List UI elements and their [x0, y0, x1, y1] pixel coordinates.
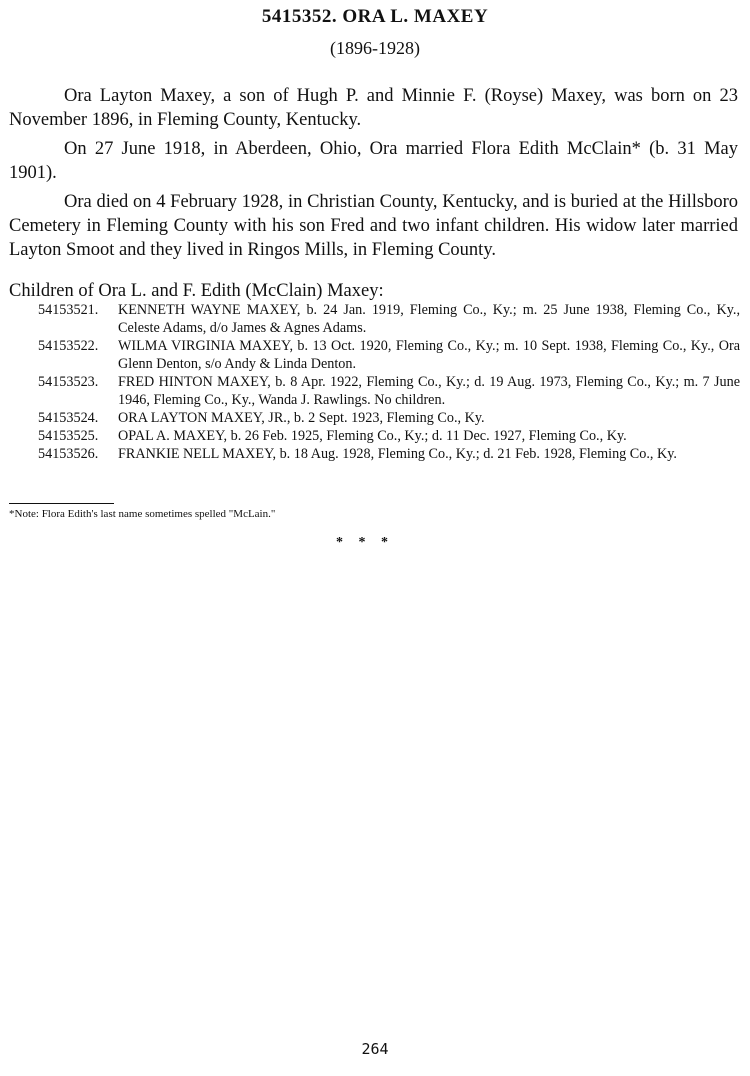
child-entry: KENNETH WAYNE MAXEY, b. 24 Jan. 1919, Fleming Co., Ky.; m. 25 June 1938, Fleming Co., Ky., Celeste Adams, d/o James & Agnes Adams. [118, 302, 740, 336]
list-item [38, 301, 740, 337]
child-entry: ORA LAYTON MAXEY, JR., b. 2 Sept. 1923, Fleming Co., Ky. [118, 410, 485, 426]
paragraph-marriage: On 27 June 1918, in Aberdeen, Ohio, Ora married Flora Edith McClain* (b. 31 May 1901). [9, 139, 738, 183]
paragraph-death: Ora died on 4 February 1928, in Christian County, Kentucky, and is buried at the Hillsboro Cemetery in Fleming County with his son Fred and two infant children. His widow later married Layton Smoot and they lived in Ringos Mills, in Fleming County. [9, 192, 738, 260]
paragraph-birth: Ora Layton Maxey, a son of Hugh P. and Minnie F. (Royse) Maxey, was born on 23 November 1896, in Fleming County, Kentucky. [9, 86, 738, 130]
child-entry: OPAL A. MAXEY, b. 26 Feb. 1925, Fleming Co., Ky.; d. 11 Dec. 1927, Fleming Co., Ky. [118, 428, 627, 444]
list-item [38, 427, 740, 445]
list-item [38, 409, 740, 427]
life-dates: (1896-1928) [330, 38, 420, 58]
footnote-divider [9, 503, 114, 504]
footnote: *Note: Flora Edith's last name sometimes spelled "McLain." [9, 508, 276, 520]
page-number: 264 [361, 1040, 389, 1058]
child-entry: FRANKIE NELL MAXEY, b. 18 Aug. 1928, Fleming Co., Ky.; d. 21 Feb. 1928, Fleming Co., Ky. [118, 446, 677, 462]
child-number: 54153525. [38, 428, 99, 444]
list-item [38, 337, 740, 373]
child-entry: WILMA VIRGINIA MAXEY, b. 13 Oct. 1920, Fleming Co., Ky.; m. 10 Sept. 1938, Fleming Co., Ky., Ora Glenn Denton, s/o Andy & Linda Denton. [118, 338, 740, 372]
child-number: 54153523. [38, 374, 99, 390]
page-title: 5415352. ORA L. MAXEY [261, 6, 489, 27]
children-list [38, 301, 740, 463]
child-entry: FRED HINTON MAXEY, b. 8 Apr. 1922, Fleming Co., Ky.; d. 19 Aug. 1973, Fleming Co., Ky.; m. 7 June 1946, Fleming Co., Ky., Wanda J. Rawlings. No children. [118, 374, 740, 408]
list-item [38, 445, 740, 463]
list-item [38, 373, 740, 409]
child-number: 54153524. [38, 410, 99, 426]
children-heading: Children of Ora L. and F. Edith (McClain) Maxey: [9, 281, 384, 301]
child-number: 54153522. [38, 338, 99, 354]
child-number: 54153521. [38, 302, 99, 318]
child-number: 54153526. [38, 446, 99, 462]
section-separator: * * * [336, 535, 394, 550]
